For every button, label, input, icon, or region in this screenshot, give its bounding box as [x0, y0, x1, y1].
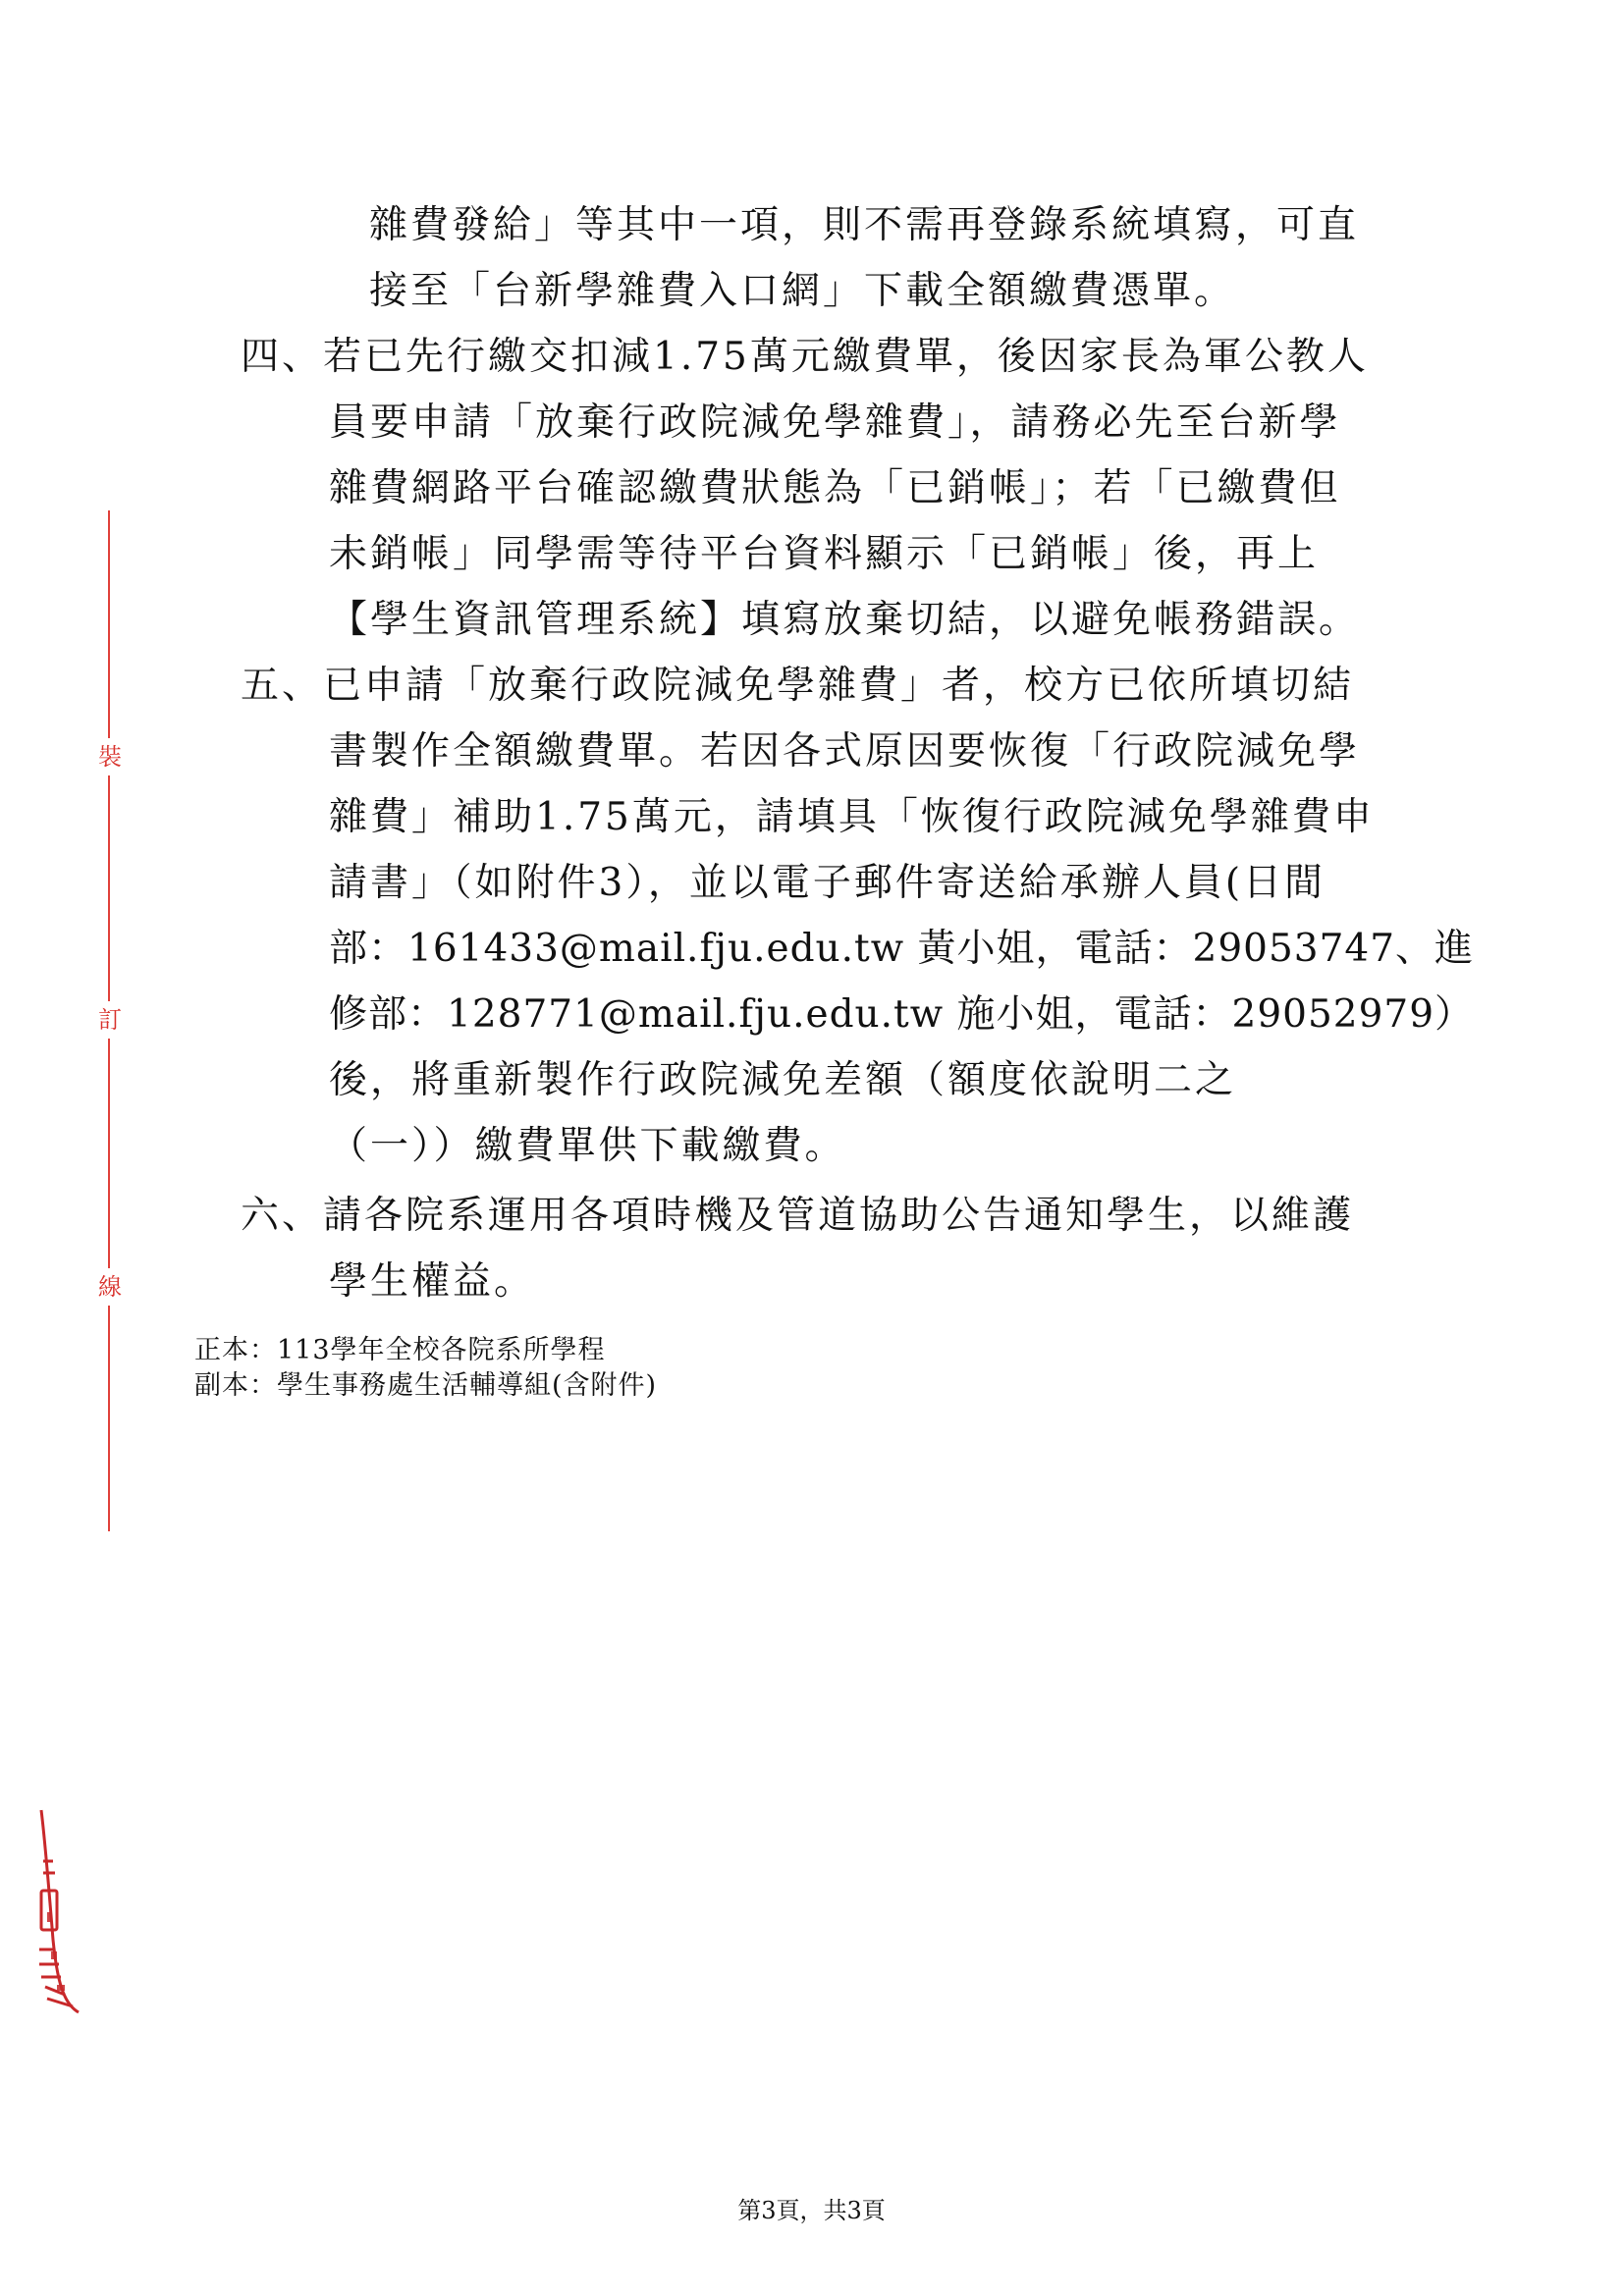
paragraph-4-line-1: 四、若已先行繳交扣減1.75萬元繳費單，後因家長為軍公教人	[241, 335, 1369, 379]
paragraph-3-line-1: 雜費發給」等其中一項，則不需再登錄系統填寫，可直	[369, 203, 1360, 247]
paragraph-5-line-3: 雜費」補助1.75萬元，請填具「恢復行政院減免學雜費申	[329, 795, 1375, 839]
paragraph-3-line-2: 接至「台新學雜費入口網」下載全額繳費憑單。	[369, 269, 1236, 313]
paragraph-5-line-7: 後，將重新製作行政院減免差額（額度依說明二之	[329, 1058, 1237, 1102]
paragraph-4-line-4: 未銷帳」同學需等待平台資料顯示「已銷帳」後，再上	[329, 532, 1320, 576]
paragraph-5-line-2: 書製作全額繳費單。若因各式原因要恢復「行政院減免學	[329, 729, 1361, 774]
paragraph-4-line-5: 【學生資訊管理系統】填寫放棄切結，以避免帳務錯誤。	[329, 598, 1361, 642]
paragraph-5-line-6: 修部：128771@mail.fju.edu.tw 施小姐，電話：29052979）	[329, 992, 1475, 1037]
official-seal-stamp	[35, 1802, 84, 2020]
paragraph-6-line-1: 六、請各院系運用各項時機及管道協助公告通知學生，以維護	[241, 1194, 1355, 1238]
paragraph-4-line-3: 雜費網路平台確認繳費狀態為「已銷帳」；若「已繳費但	[329, 466, 1341, 510]
paragraph-5-line-5: 部：161433@mail.fju.edu.tw 黃小姐，電話：29053747、進	[329, 927, 1475, 971]
original-recipients: 正本：113學年全校各院系所學程	[194, 1335, 606, 1365]
binding-mark-zhuang: 裝	[98, 738, 122, 775]
binding-mark-ding: 訂	[98, 1001, 122, 1039]
binding-mark-xian: 線	[98, 1268, 122, 1306]
copy-recipients: 副本：學生事務處生活輔導組(含附件)	[194, 1370, 658, 1401]
paragraph-5-line-4: 請書」（如附件3），並以電子郵件寄送給承辦人員(日間	[329, 861, 1326, 905]
paragraph-5-line-8: （一））繳費單供下載繳費。	[329, 1124, 846, 1168]
page-number: 第3頁，共3頁	[737, 2197, 886, 2224]
paragraph-5-line-1: 五、已申請「放棄行政院減免學雜費」者，校方已依所填切結	[241, 664, 1355, 708]
paragraph-6-line-2: 學生權益。	[329, 1259, 536, 1304]
paragraph-4-line-2: 員要申請「放棄行政院減免學雜費」，請務必先至台新學	[329, 400, 1341, 445]
